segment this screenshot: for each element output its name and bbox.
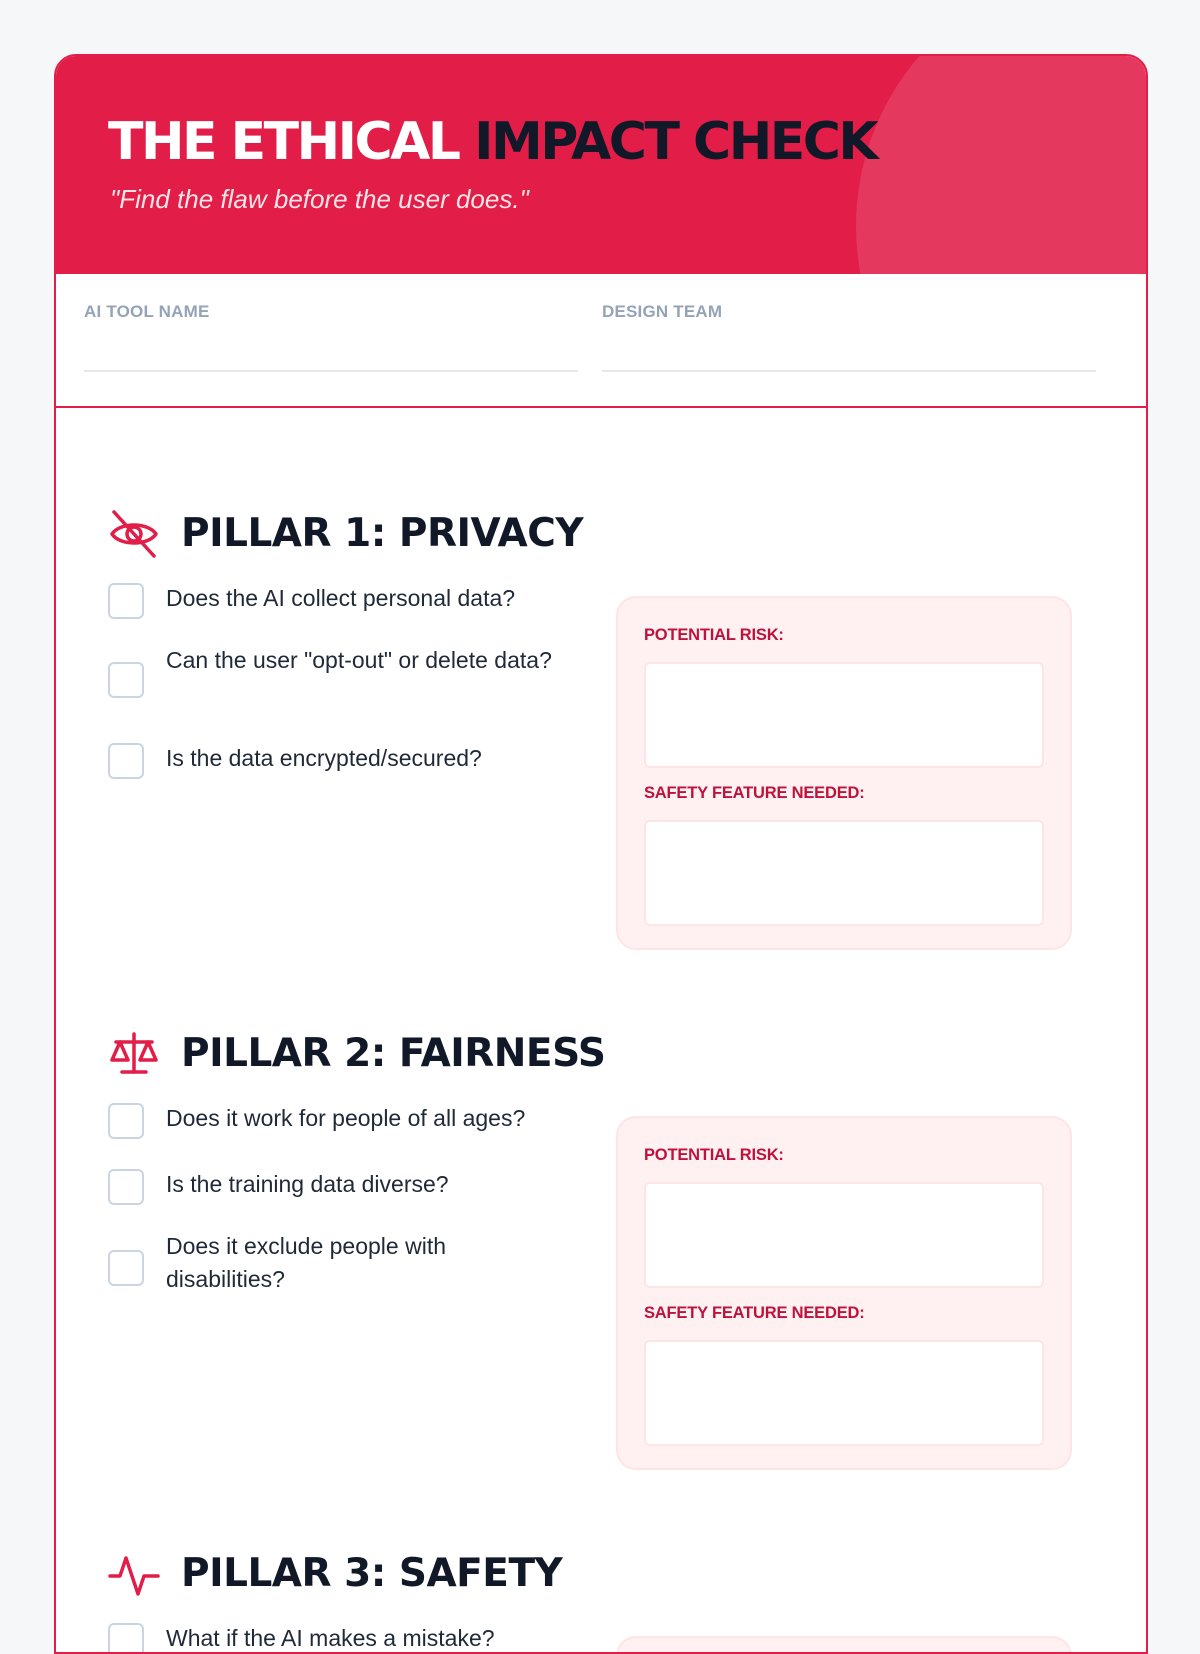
question-text: What if the AI makes a mistake?	[166, 1625, 495, 1651]
pillar-header	[108, 1024, 808, 1084]
potential-risk-input[interactable]	[644, 1182, 1044, 1288]
title-part-2: IMPACT CHECK	[474, 112, 877, 172]
question-text: Does it exclude people with disabilities?	[166, 1233, 446, 1292]
checkbox[interactable]	[108, 662, 144, 698]
title-part-1: THE ETHICAL	[108, 112, 459, 172]
checkbox[interactable]	[108, 1250, 144, 1286]
safety-feature-input[interactable]	[644, 1340, 1044, 1446]
pillar-title: PILLAR 1: PRIVACY	[181, 511, 584, 556]
activity-icon	[108, 1548, 160, 1600]
question-text: Does it work for people of all ages?	[166, 1105, 526, 1131]
tool-name-field	[84, 302, 578, 372]
tool-name-label: AI TOOL NAME	[84, 302, 210, 321]
safety-feature-input[interactable]	[644, 820, 1044, 926]
checkbox[interactable]	[108, 583, 144, 619]
potential-risk-label: POTENTIAL RISK:	[644, 1146, 784, 1164]
checkbox[interactable]	[108, 743, 144, 779]
design-team-field	[602, 302, 1096, 372]
eye-off-icon	[108, 508, 160, 560]
tool-name-input[interactable]	[84, 370, 578, 372]
page-title	[108, 112, 877, 172]
pillar-header	[108, 504, 808, 564]
pillar-title: PILLAR 3: SAFETY	[181, 1551, 563, 1596]
question-text: Is the data encrypted/secured?	[166, 745, 482, 771]
design-team-input[interactable]	[602, 370, 1096, 372]
checkbox[interactable]	[108, 1623, 144, 1654]
potential-risk-label: POTENTIAL RISK:	[644, 626, 784, 644]
question-text: Is the training data diverse?	[166, 1171, 449, 1197]
worksheet-card	[54, 54, 1148, 1654]
checkbox[interactable]	[108, 1103, 144, 1139]
design-team-label: DESIGN TEAM	[602, 302, 723, 321]
pillar-header	[108, 1544, 808, 1604]
pillar-title: PILLAR 2: FAIRNESS	[181, 1031, 606, 1076]
risk-panel	[616, 1636, 1072, 1654]
scale-icon	[108, 1028, 160, 1080]
risk-panel	[616, 596, 1072, 950]
safety-feature-label: SAFETY FEATURE NEEDED:	[644, 1304, 865, 1322]
question-text: Does the AI collect personal data?	[166, 585, 516, 611]
potential-risk-input[interactable]	[644, 662, 1044, 768]
decorative-circle	[856, 56, 1146, 274]
question-text: Can the user "opt-out" or delete data?	[166, 647, 552, 673]
risk-panel	[616, 1116, 1072, 1470]
page-subtitle: "Find the flaw before the user does."	[110, 184, 529, 214]
project-info	[56, 274, 1146, 408]
safety-feature-label: SAFETY FEATURE NEEDED:	[644, 784, 865, 802]
header-banner	[56, 56, 1146, 274]
checkbox[interactable]	[108, 1169, 144, 1205]
